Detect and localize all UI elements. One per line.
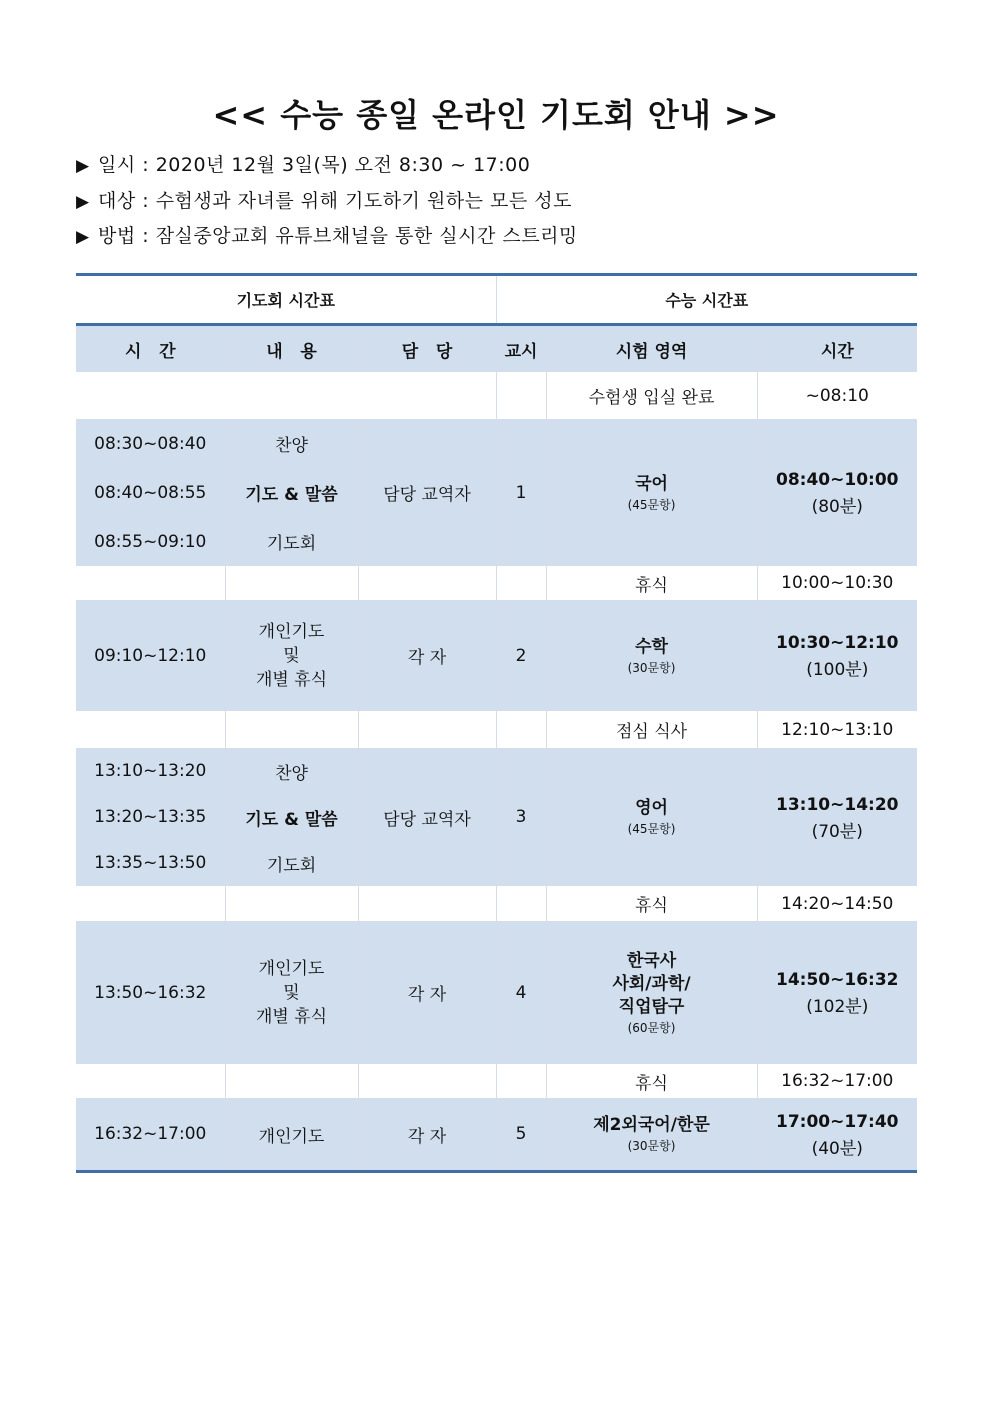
- table-cell-empty: [496, 1064, 546, 1098]
- info-method-text: 방법 : 잠실중앙교회 유튜브채널을 통한 실시간 스트리밍: [98, 225, 578, 247]
- content-line: 개인기도: [258, 958, 325, 979]
- exam-time: [757, 748, 917, 886]
- exam-time-range: 13:10~14:20: [776, 794, 899, 815]
- schedule-table: [76, 273, 917, 1173]
- info-date: [76, 150, 530, 177]
- info-target-text: 대상 : 수험생과 자녀를 위해 기도하기 원하는 모든 성도: [98, 190, 573, 212]
- column-header-row: [76, 325, 917, 373]
- content-line: 개인기도: [258, 621, 325, 642]
- table-cell-empty: [358, 886, 496, 921]
- header-content: 내 용: [225, 325, 358, 373]
- exam-duration: (70분): [811, 821, 863, 842]
- prayer-time: 13:50~16:32: [94, 982, 207, 1003]
- prayer-content: 찬양: [225, 748, 358, 794]
- header-subject: 시험 영역: [546, 325, 757, 373]
- table-row: [76, 748, 917, 794]
- content-line: 개별 휴식: [255, 1006, 328, 1027]
- table-cell-empty: [225, 1064, 358, 1098]
- subject-items: (30문항): [627, 1139, 676, 1153]
- table-row: [76, 419, 917, 468]
- content-line: 및: [283, 982, 300, 1003]
- break-label: 휴식: [546, 566, 757, 600]
- table-cell-empty: [358, 1064, 496, 1098]
- table-cell-empty: [358, 566, 496, 600]
- table-cell-empty: [76, 372, 496, 419]
- prayer-time: 08:40~08:55: [94, 482, 207, 503]
- break-label: 휴식: [546, 886, 757, 921]
- subject-name: 국어: [635, 473, 668, 494]
- header-period: 교시: [496, 325, 546, 373]
- triangle-bullet-icon: ▶: [76, 227, 90, 247]
- subject-name: 사회/과학/: [612, 973, 691, 994]
- prayer-content: 기도 & 말씀: [225, 794, 358, 840]
- subject-name: 영어: [635, 798, 668, 818]
- table-cell-empty: [496, 711, 546, 748]
- prayer-time: 08:30~08:40: [94, 433, 207, 454]
- exam-time: [757, 419, 917, 566]
- entry-label: 수험생 입실 완료: [546, 372, 757, 419]
- break-row: [76, 1064, 917, 1098]
- lunch-time: 12:10~13:10: [757, 711, 917, 748]
- content-line: 및: [283, 645, 300, 666]
- subject-items: (45문항): [627, 497, 676, 512]
- table-cell-empty: [76, 711, 225, 748]
- prayer-charge: 담당 교역자: [358, 748, 496, 886]
- prayer-time: 13:20~13:35: [94, 807, 207, 827]
- exam-subject: [546, 748, 757, 886]
- lunch-row: [76, 711, 917, 748]
- exam-time: [757, 600, 917, 711]
- prayer-charge: 각 자: [358, 1098, 496, 1172]
- exam-duration: (40분): [811, 1138, 863, 1159]
- info-target: [76, 186, 572, 213]
- prayer-time: 08:55~09:10: [94, 531, 207, 552]
- table-cell-empty: [225, 886, 358, 921]
- exam-duration: (80분): [811, 497, 863, 517]
- info-date-text: 일시 : 2020년 12월 3일(목) 오전 8:30 ~ 17:00: [98, 154, 531, 176]
- table-cell-empty: [76, 886, 225, 921]
- prayer-charge: 담당 교역자: [358, 419, 496, 566]
- subject-name: 한국사: [626, 950, 677, 971]
- break-label: 휴식: [546, 1064, 757, 1098]
- exam-time: [757, 921, 917, 1064]
- subject-items: (30문항): [627, 660, 676, 675]
- exam-time-range: 17:00~17:40: [776, 1111, 899, 1132]
- break-time: 10:00~10:30: [757, 566, 917, 600]
- table-cell-empty: [225, 566, 358, 600]
- table-cell-empty: [496, 372, 546, 419]
- exam-time: [757, 1098, 917, 1172]
- exam-period: 5: [496, 1098, 546, 1172]
- exam-subject: [546, 419, 757, 566]
- lunch-label: 점심 식사: [546, 711, 757, 748]
- exam-time-range: 08:40~10:00: [776, 470, 899, 490]
- prayer-time: 09:10~12:10: [94, 645, 207, 666]
- subject-items: (45문항): [627, 822, 676, 836]
- header-exam-time: 시간: [757, 325, 917, 373]
- exam-subject: [546, 600, 757, 711]
- info-method: [76, 221, 578, 248]
- table-row: [76, 1098, 917, 1172]
- break-row: [76, 886, 917, 921]
- triangle-bullet-icon: ▶: [76, 156, 90, 176]
- table-cell-empty: [496, 886, 546, 921]
- table-cell-empty: [76, 1064, 225, 1098]
- group-header-row: [76, 275, 917, 325]
- break-row: [76, 566, 917, 600]
- exam-period: 3: [496, 748, 546, 886]
- subject-name: 수학: [635, 636, 668, 657]
- exam-subject: [546, 921, 757, 1064]
- page-title: << 수능 종일 온라인 기도회 안내 >>: [212, 96, 780, 134]
- prayer-content: 찬양: [225, 419, 358, 468]
- prayer-time: 13:10~13:20: [94, 761, 207, 781]
- table-cell-empty: [496, 566, 546, 600]
- subject-items: (60문항): [627, 1020, 676, 1035]
- table-cell-empty: [225, 711, 358, 748]
- prayer-time: 16:32~17:00: [76, 1098, 225, 1172]
- prayer-content: 기도 & 말씀: [225, 468, 358, 517]
- exam-duration: (100분): [806, 660, 869, 680]
- table-cell-empty: [76, 566, 225, 600]
- break-time: 14:20~14:50: [757, 886, 917, 921]
- exam-time-range: 14:50~16:32: [776, 970, 899, 990]
- prayer-content: 개인기도: [225, 1098, 358, 1172]
- prayer-content: [225, 600, 358, 711]
- exam-schedule-header: 수능 시간표: [496, 275, 917, 325]
- exam-period: 2: [496, 600, 546, 711]
- entry-time: ~08:10: [757, 372, 917, 419]
- table-cell-empty: [358, 711, 496, 748]
- subject-name: 제2외국어/한문: [593, 1115, 710, 1135]
- content-line: 개별 휴식: [255, 669, 328, 690]
- header-charge: 담 당: [358, 325, 496, 373]
- header-time: 시 간: [76, 325, 225, 373]
- prayer-schedule-header: 기도회 시간표: [76, 275, 496, 325]
- triangle-bullet-icon: ▶: [76, 192, 90, 212]
- prayer-content: 기도회: [225, 840, 358, 886]
- prayer-time: 13:35~13:50: [94, 853, 207, 873]
- table-row: [76, 600, 917, 711]
- exam-period: 1: [496, 419, 546, 566]
- table-row: [76, 921, 917, 1064]
- exam-subject: [546, 1098, 757, 1172]
- exam-period: 4: [496, 921, 546, 1064]
- prayer-charge: 각 자: [358, 600, 496, 711]
- prayer-content: 기도회: [225, 517, 358, 566]
- subject-name: 직업탐구: [618, 996, 685, 1017]
- entry-row: [76, 372, 917, 419]
- exam-duration: (102분): [806, 997, 869, 1017]
- prayer-charge: 각 자: [358, 921, 496, 1064]
- break-time: 16:32~17:00: [757, 1064, 917, 1098]
- exam-time-range: 10:30~12:10: [776, 633, 899, 653]
- prayer-content: [225, 921, 358, 1064]
